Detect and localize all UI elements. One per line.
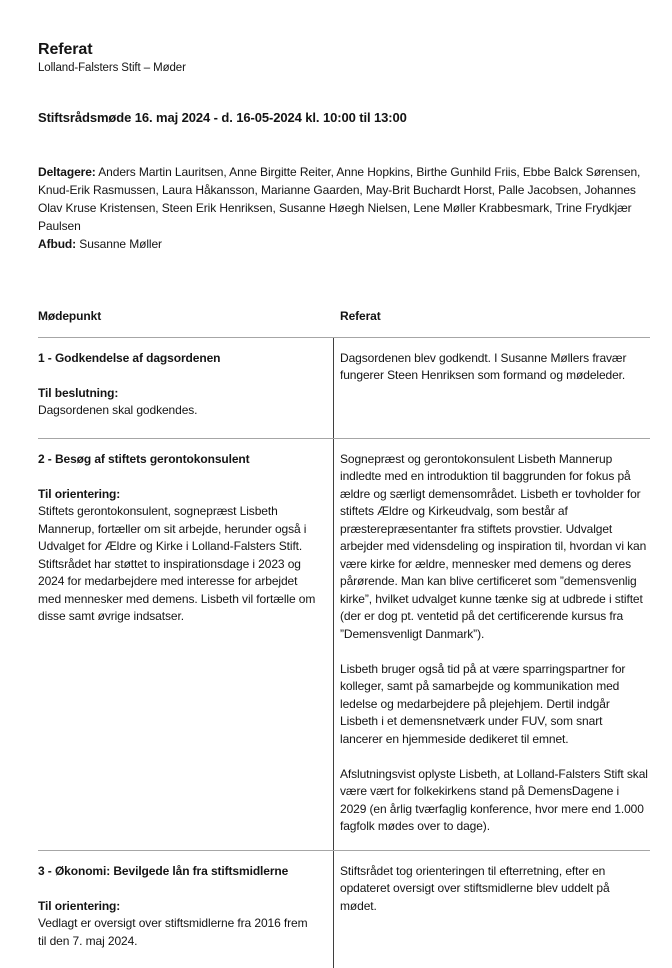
absent-names: Susanne Møller	[76, 237, 162, 251]
agenda-cell	[38, 338, 333, 438]
agenda-item-body	[38, 402, 319, 420]
table-row	[38, 438, 650, 850]
minutes-body	[340, 350, 648, 385]
paragraph: Sognepræst og gerontokonsulent Lisbeth Mannerup indledte med en introduktion til baggrunden for fokus på ældre og særligt demensområdet. Lisbeth er tovholder for stiftets Ældre og Kirkeudvalg, som består af præsterepræsentanter fra stiftets provstier. Udvalget arbejder med vidensdeling og inspiration til, hvordan vi kan være kirke for ældre, mennesker med demens og deres pårørende. Man kan blive certificeret som ”demensvenlig kirke”, hvilket udvalget kunne tænke sig at udbrede i stiftet (der er dog pt. ventetid på det certificerende kursus fra ”Demensvenligt Danmark”).	[340, 451, 647, 641]
paragraph: Lisbeth bruger også tid på at være sparringspartner for kolleger, samt på samarbejde og kommunikation med ledelse og medarbejdere på plejehjem. Dertil indgår Lisbeth i et demensnetværk under FUV, som snart lancerer en hjemmeside dedikeret til emnet.	[340, 661, 626, 746]
agenda-item-subheading: Til orientering:	[38, 898, 121, 913]
agenda-item-body	[38, 503, 319, 626]
document-subtitle: Lolland-Falsters Stift – Møder	[38, 62, 186, 74]
table-header-row	[38, 308, 650, 338]
document-title: Referat	[38, 41, 93, 58]
minutes-body	[340, 863, 648, 916]
agenda-item-body	[38, 915, 319, 950]
paragraph: Stiftets gerontokonsulent, sognepræst Lisbeth Mannerup, fortæller om sit arbejde, herunder også i Udvalget for Ældre og Kirke i Lolland-Falsters Stift. Stiftsrådet har støttet to inspirationsdage i 2023 og 2024 for medarbejdere med interesse for arbejdet med mennesker med demens. Lisbeth vil fortælle om disse samt øvrige indsatser.	[38, 504, 316, 623]
minutes-cell	[333, 338, 650, 438]
agenda-item-title: 3 - Økonomi: Bevilgede lån fra stiftsmidlerne	[38, 863, 289, 878]
column-header-agenda: Mødepunkt	[38, 309, 102, 323]
table-row	[38, 338, 650, 438]
participants-names: Anders Martin Lauritsen, Anne Birgitte Reiter, Anne Hopkins, Birthe Gunhild Friis, Ebbe Balck Sørensen, Knud-Erik Rasmussen, Laura Håkansson, Marianne Gaarden, May-Brit Buchardt Horst, Palle Jacobsen, Johannes Olav Kruse Kristensen, Steen Erik Henriksen, Susanne Høegh Nielsen, Lene Møller Krabbesmark, Trine Frydkjær Paulsen	[38, 165, 641, 233]
paragraph: Dagsordenen skal godkendes.	[38, 403, 198, 417]
agenda-cell	[38, 439, 333, 850]
agenda-item-title: 1 - Godkendelse af dagsordenen	[38, 350, 221, 365]
agenda-item-title: 2 - Besøg af stiftets gerontokonsulent	[38, 451, 250, 466]
absent-label: Afbud:	[38, 237, 77, 251]
paragraph: Stiftsrådet tog orienteringen til efterretning, efter en opdateret oversigt over stiftsmidlerne blev uddelt på mødet.	[340, 863, 610, 913]
agenda-item-subheading: Til orientering:	[38, 486, 121, 501]
participants-line	[38, 163, 650, 235]
table-body	[38, 338, 650, 968]
minutes-cell	[333, 439, 650, 850]
paragraph: Afslutningsvist oplyste Lisbeth, at Lolland-Falsters Stift skal være vært for folkekirkens stand på DemensDagene i 2029 (en årlig tværfaglig konference, hvor mere end 1.000 fagfolk mødes over to dage).	[340, 766, 648, 833]
paragraph: Vedlagt er oversigt over stiftsmidlerne fra 2016 frem til den 7. maj 2024.	[38, 916, 308, 948]
agenda-item-subheading: Til beslutning:	[38, 385, 119, 400]
column-header-minutes: Referat	[340, 309, 381, 323]
minutes-table	[38, 308, 650, 968]
participants-label: Deltagere:	[38, 165, 96, 179]
meeting-heading: Stiftsrådsmøde 16. maj 2024 - d. 16-05-2024 kl. 10:00 til 13:00	[38, 110, 407, 125]
participants-block	[38, 163, 650, 253]
absent-line	[38, 235, 650, 253]
paragraph: Dagsordenen blev godkendt. I Susanne Møllers fravær fungerer Steen Henriksen som formand og mødeleder.	[340, 350, 627, 382]
minutes-body	[340, 451, 648, 836]
